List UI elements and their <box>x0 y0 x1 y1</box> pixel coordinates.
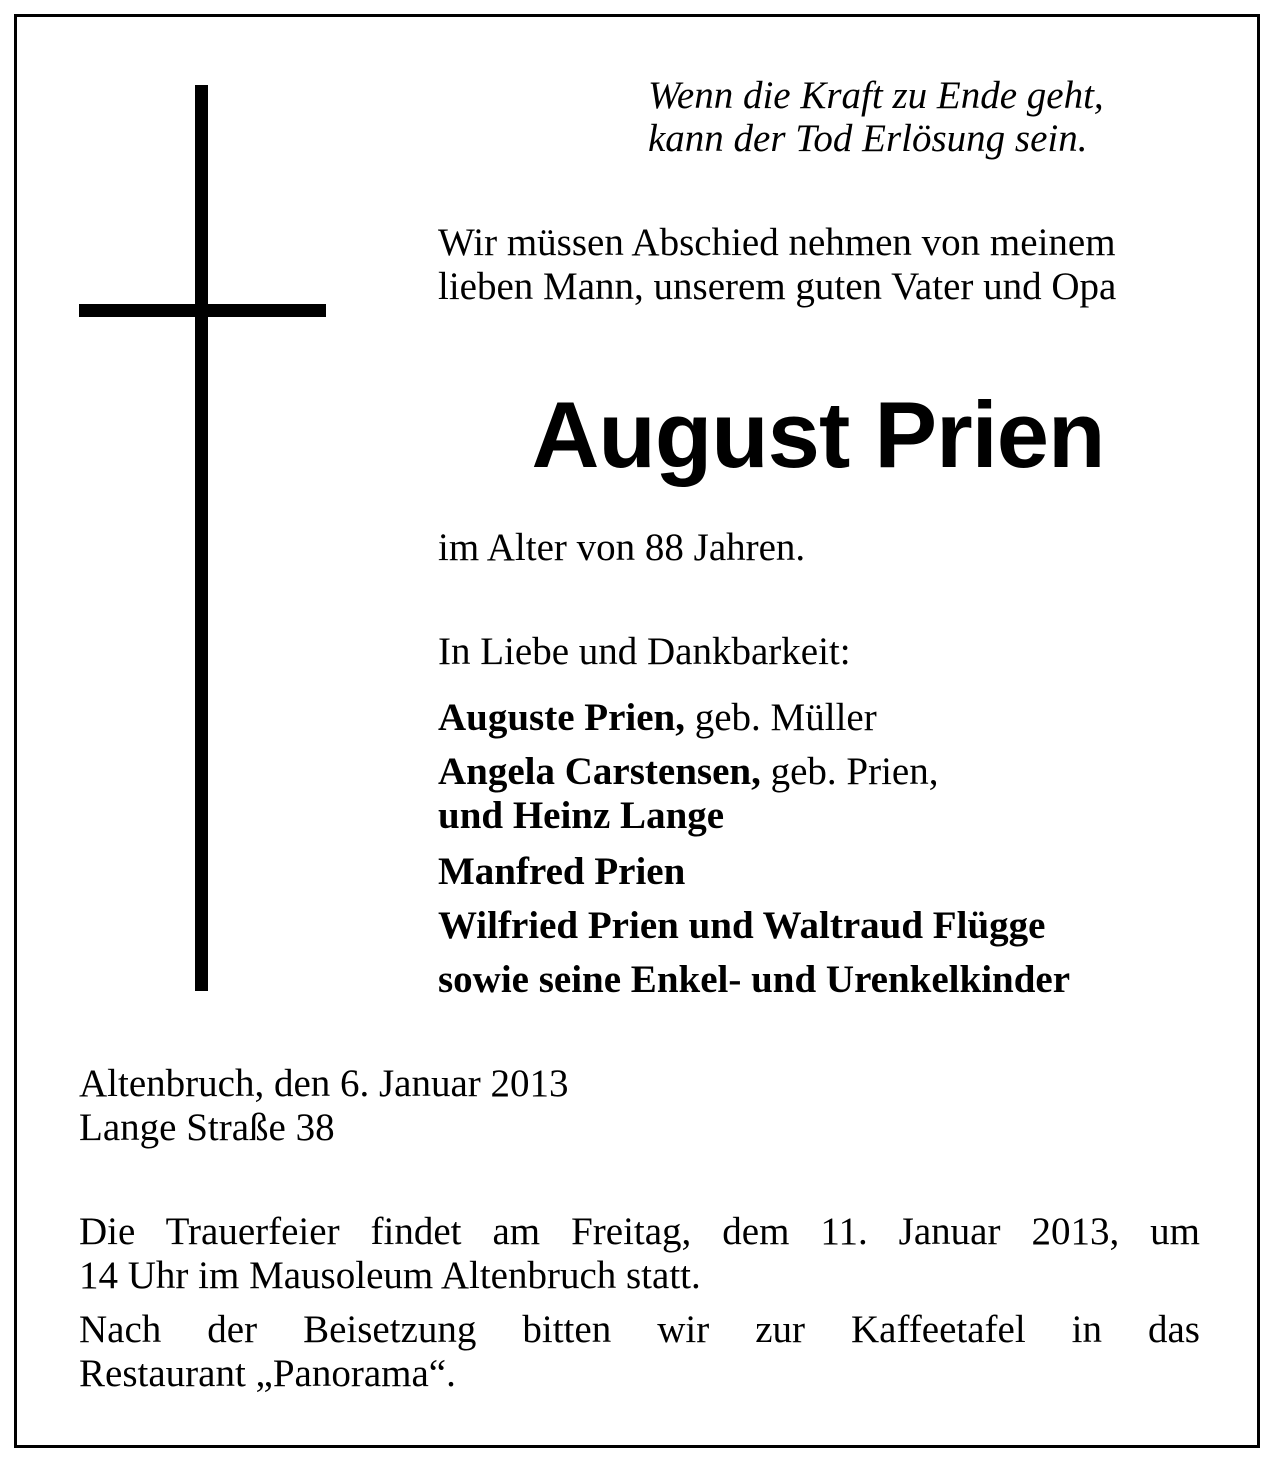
reception-notice <box>79 1308 1200 1396</box>
mourner-entry <box>438 696 877 740</box>
mourner-entry <box>438 904 1045 948</box>
mourner-entry <box>438 850 685 894</box>
place-line: Altenbruch, den 6. Januar 2013 <box>79 1062 569 1105</box>
reception-line: Restaurant „Panorama“. <box>79 1352 456 1395</box>
mourner-note: geb. Prien, <box>770 750 939 793</box>
intro-line: lieben Mann, unserem guten Vater und Opa <box>438 265 1117 308</box>
deceased-name: August Prien <box>531 382 1105 487</box>
funeral-line: Die Trauerfeier findet am Freitag, dem 11. Januar 2013, um <box>79 1210 1200 1253</box>
motto-line: kann der Tod Erlösung sein. <box>648 117 1088 160</box>
love-line: In Liebe und Dankbarkeit: <box>438 630 851 673</box>
mourner-name: Wilfried Prien und Waltraud Flügge <box>438 904 1046 947</box>
cross-vertical-bar <box>195 85 208 991</box>
motto-line: Wenn die Kraft zu Ende geht, <box>648 74 1104 117</box>
funeral-line: 14 Uhr im Mausoleum Altenbruch statt. <box>79 1254 701 1297</box>
motto-quote <box>648 74 1104 160</box>
mourner-name: Manfred Prien <box>438 850 686 893</box>
place-date <box>79 1062 569 1150</box>
mourner-name: Auguste Prien, <box>438 696 685 739</box>
mourner-name: und Heinz Lange <box>438 794 725 837</box>
intro-line: Wir müssen Abschied nehmen von meinem <box>438 221 1116 264</box>
mourner-entry <box>438 958 1070 1002</box>
address-line: Lange Straße 38 <box>79 1106 335 1149</box>
mourner-name: Angela Carstensen, <box>438 750 761 793</box>
mourner-note: geb. Müller <box>694 696 877 739</box>
cross-horizontal-bar <box>79 304 326 317</box>
age-line: im Alter von 88 Jahren. <box>438 526 806 569</box>
mourner-entry <box>438 750 938 838</box>
intro-text <box>438 221 1116 309</box>
mourner-name: sowie seine Enkel- und Urenkelkinder <box>438 958 1071 1001</box>
reception-line: Nach der Beisetzung bitten wir zur Kaffeetafel in das <box>79 1308 1200 1351</box>
funeral-notice <box>79 1210 1200 1298</box>
